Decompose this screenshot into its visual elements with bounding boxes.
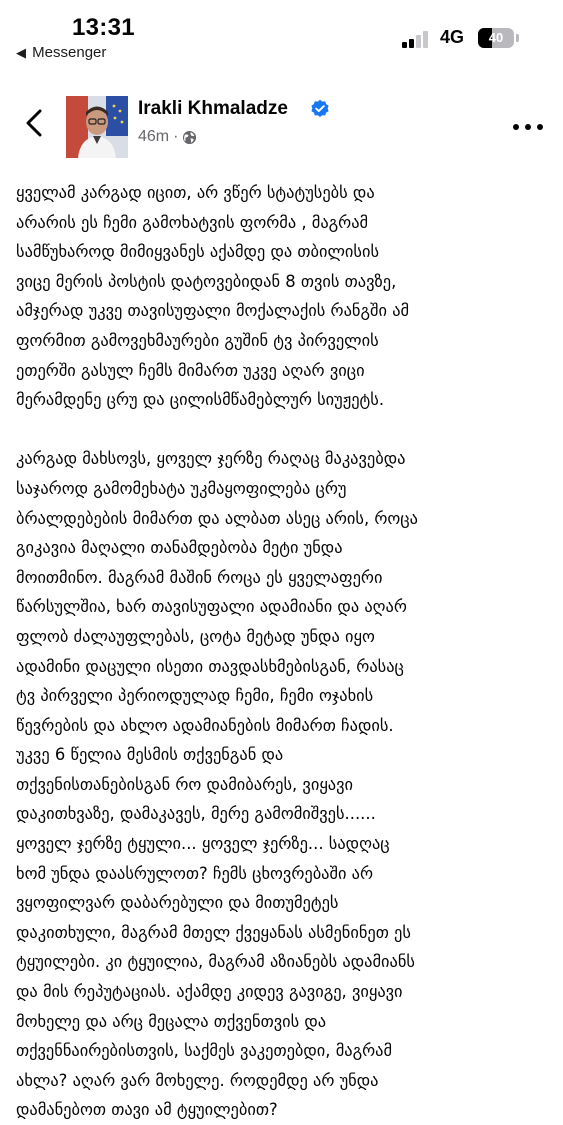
battery-icon [478, 28, 514, 48]
back-app-label: Messenger [32, 44, 107, 61]
status-time: 13:31 [72, 14, 135, 41]
chevron-left-icon [18, 106, 52, 140]
battery-cap [516, 34, 519, 42]
post-time[interactable]: 46m [138, 128, 170, 145]
post-meta [138, 128, 197, 146]
status-bar [0, 0, 563, 66]
cellular-signal-icon [402, 30, 432, 48]
battery-percent: 40 [488, 30, 504, 45]
network-type: 4G [440, 27, 465, 47]
post-header [0, 84, 563, 164]
avatar-image [66, 96, 128, 158]
more-dots-icon [512, 121, 544, 133]
more-options-button[interactable] [512, 118, 544, 130]
post-paragraph: ყველამ კარგად იცით, არ ვწერ სტატუსებს და არარის ეს ჩემი გამოხატვის ფორმა , მაგრამ სამწუხაროდ მიმიყვანეს აქამდე და თბილისის ვიცე მერის პოსტის დატოვებიდან 8 თვის თავზე, ამჯერად უკვე თავისუფალი მოქალაქის რანგში ამ ფორმით გამოვეხმაურები გუშინ ტვ პირველის ეთერში გასულ ჩემს მიმართ უკვე აღარ ვიცი მერამდენე ცრუ და ცილისმწამებლურ სიუჟეტს. [16, 183, 410, 410]
back-triangle-icon: ◀ [16, 45, 26, 60]
post-body [16, 178, 552, 1125]
verified-badge-icon [310, 99, 330, 119]
avatar[interactable] [66, 96, 128, 158]
meta-separator: · [173, 128, 179, 145]
back-to-app-link[interactable] [16, 44, 106, 61]
author-name[interactable]: Irakli Khmaladze [138, 98, 288, 119]
globe-icon[interactable] [182, 130, 197, 145]
post-paragraph: კარგად მახსოვს, ყოველ ჯერზე რაღაც მაკავებდა საჯაროდ გამომეხატა უკმაყოფილება ცრუ ბრალდებების მიმართ და ალბათ ასეც არის, როცა გიკავია მაღალი თანამდებობა მეტი უნდა მოითმინო. მაგრამ მაშინ როცა ეს ყველაფერი წარსულშია, ხარ თავისუფალი ადამიანი და აღარ ფლობ ძალაუფლებას, ცოტა მეტად უნდა იყო ადამინი დაცული ისეთი თავდასხმებისგან, რასაც ტვ პირველი პერიოდულად ჩემი, ჩემი ოჯახის წევრების და ახლო ადამიანების მიმართ ჩადის. უკვე 6 წელია მესმის თქვენგან და თქვენისთანებისგან რო დამიბარეს, ვიყავი დაკითხვაზე, დამაკავეს, მერე გამომიშვეს...... ყოველ ჯერზე ტყული... ყოველ ჯერზე... სადღაც ხომ უნდა დაასრულოთ? ჩემს ცხოვრებაში არ ვყოფილვარ დაბარებული და მითუმეტეს დაკითხული, მაგრამ მთელ ქვეყანას ასმენინეთ ეს ტყუილები. კი ტყუილია, მაგრამ აზიანებს ადამიანს და მის რეპუტაციას. აქამდე კიდევ გავიგე, ვიყავი მოხელე და არც მეცალა თქვენთვის და თქვენნაირებისთვის, საქმეს ვაკეთებდი, მაგრამ ახლა? აღარ ვარ მოხელე. როდემდე არ უნდა დამანებოთ თავი ამ ტყუილებით? [16, 449, 418, 1120]
back-button[interactable] [18, 106, 52, 140]
